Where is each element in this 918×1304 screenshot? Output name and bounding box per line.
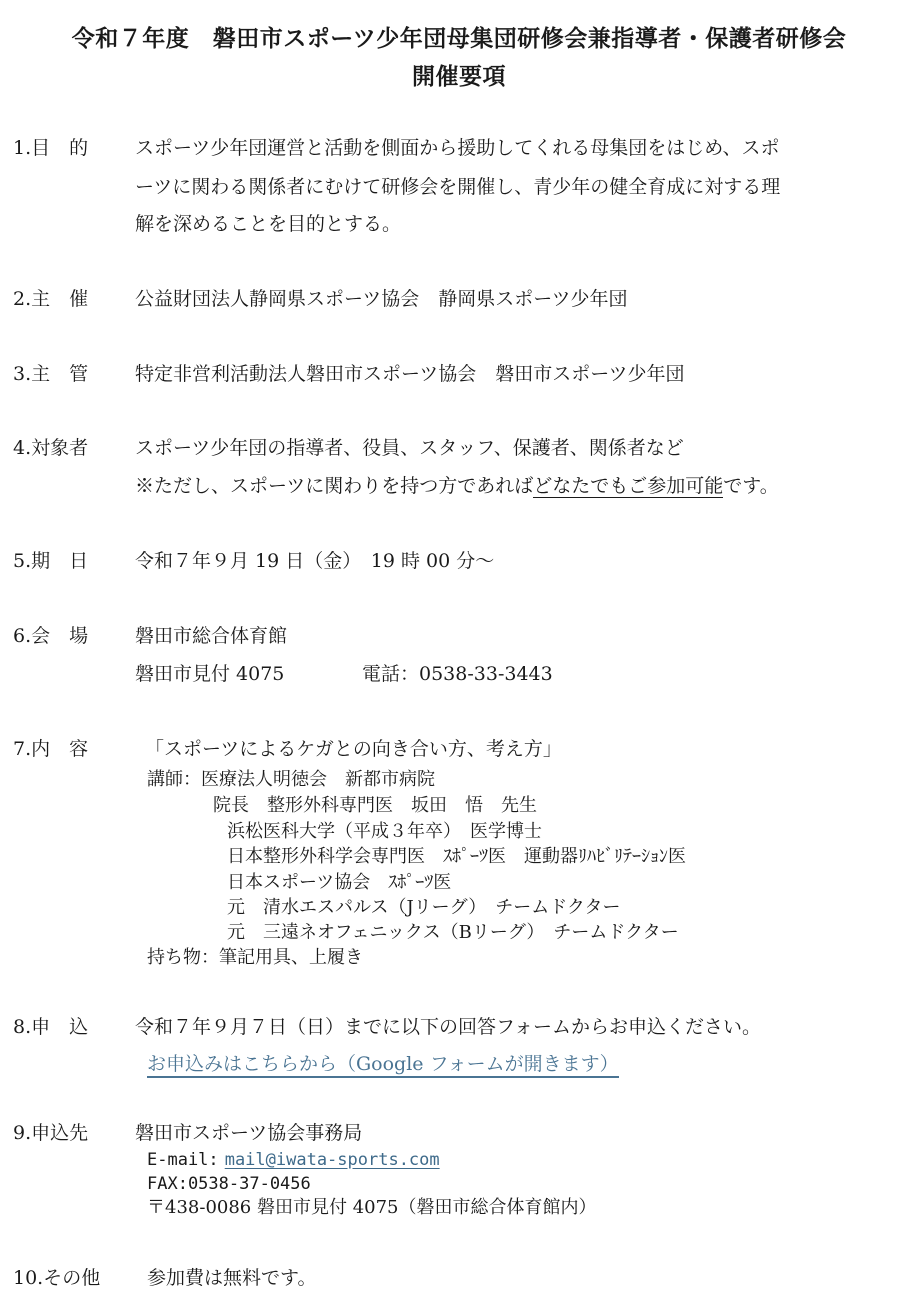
lecturer-line-7: 元 三遠ネオフェニックス（Bリーグ） チームドクター (227, 922, 679, 943)
purpose-line-2: ーツに関わる関係者にむけて研修会を開催し、青少年の健全育成に対する理 (135, 176, 781, 198)
other-label: 10.その他 (13, 1267, 101, 1289)
contact-label: 9.申込先 (13, 1122, 89, 1144)
lecturer-line-2: 院長 整形外科専門医 坂田 悟 先生 (213, 795, 537, 816)
contact-address: 〒438-0086 磐田市見付 4075（磐田市総合体育館内） (147, 1197, 597, 1218)
contact-email-row (147, 1147, 440, 1172)
purpose-line-3: 解を深めることを目的とする。 (135, 213, 402, 235)
content-topic: 「スポーツによるケガとの向き合い方、考え方」 (145, 738, 562, 760)
application-label: 8.申 込 (13, 1016, 89, 1038)
manager-text: 特定非営利活動法人磐田市スポーツ協会 磐田市スポーツ少年団 (135, 363, 685, 385)
target-note-post: です。 (723, 475, 779, 497)
venue-label: 6.会 場 (13, 625, 89, 647)
date-text: 令和７年９月 19 日（金） 19 時 00 分～ (135, 550, 495, 572)
target-line-2 (135, 474, 779, 498)
target-label: 4.対象者 (13, 437, 89, 459)
other-text: 参加費は無料です。 (147, 1267, 317, 1289)
target-line-1: スポーツ少年団の指導者、役員、スタッフ、保護者、関係者など (135, 437, 684, 459)
email-link[interactable]: mail@iwata-sports.com (224, 1150, 440, 1170)
application-text: 令和７年９月７日（日）までに以下の回答フォームからお申込ください。 (135, 1016, 762, 1038)
venue-phone: 電話：0538-33-3443 (362, 663, 553, 685)
lecturer-line-6: 元 清水エスパルス（Jリーグ） チームドクター (227, 897, 621, 918)
belongings-text: 持ち物：筆記用具、上履き (147, 947, 363, 968)
manager-label: 3.主 管 (13, 363, 89, 385)
lecturer-line-1: 講師：医療法人明徳会 新都市病院 (147, 769, 435, 790)
application-form-link[interactable] (147, 1052, 619, 1076)
target-note-pre: ※ただし、スポーツに関わりを持つ方であれば (135, 475, 534, 497)
application-form-link-text[interactable]: お申込みはこちらから（Google フォームが開きます） (147, 1053, 619, 1078)
document-title-line-1: 令和７年度 磐田市スポーツ少年団母集団研修会兼指導者・保護者研修会 (71, 26, 847, 52)
venue-name: 磐田市総合体育館 (135, 625, 288, 647)
venue-address: 磐田市見付 4075 (135, 663, 285, 685)
document-title-line-2: 開催要項 (412, 64, 506, 90)
purpose-line-1: スポーツ少年団運営と活動を側面から援助してくれる母集団をはじめ、スポ (135, 137, 780, 159)
target-note-underlined: どなたでもご参加可能 (533, 475, 724, 497)
email-label: E-mail: (147, 1150, 219, 1170)
content-label: 7.内 容 (13, 738, 89, 760)
purpose-label: 1.目 的 (13, 137, 89, 159)
organizer-label: 2.主 催 (13, 288, 89, 310)
contact-fax: FAX:0538-37-0456 (147, 1174, 311, 1194)
lecturer-line-4: 日本整形外科学会専門医 ｽﾎﾟｰﾂ医 運動器ﾘﾊﾋﾞﾘﾃｰｼｮﾝ医 (227, 846, 686, 867)
contact-office: 磐田市スポーツ協会事務局 (135, 1122, 363, 1144)
date-label: 5.期 日 (13, 550, 89, 572)
lecturer-line-3: 浜松医科大学（平成３年卒） 医学博士 (227, 821, 542, 842)
lecturer-line-5: 日本スポーツ協会 ｽﾎﾟｰﾂ医 (227, 872, 452, 893)
organizer-text: 公益財団法人静岡県スポーツ協会 静岡県スポーツ少年団 (135, 288, 628, 310)
